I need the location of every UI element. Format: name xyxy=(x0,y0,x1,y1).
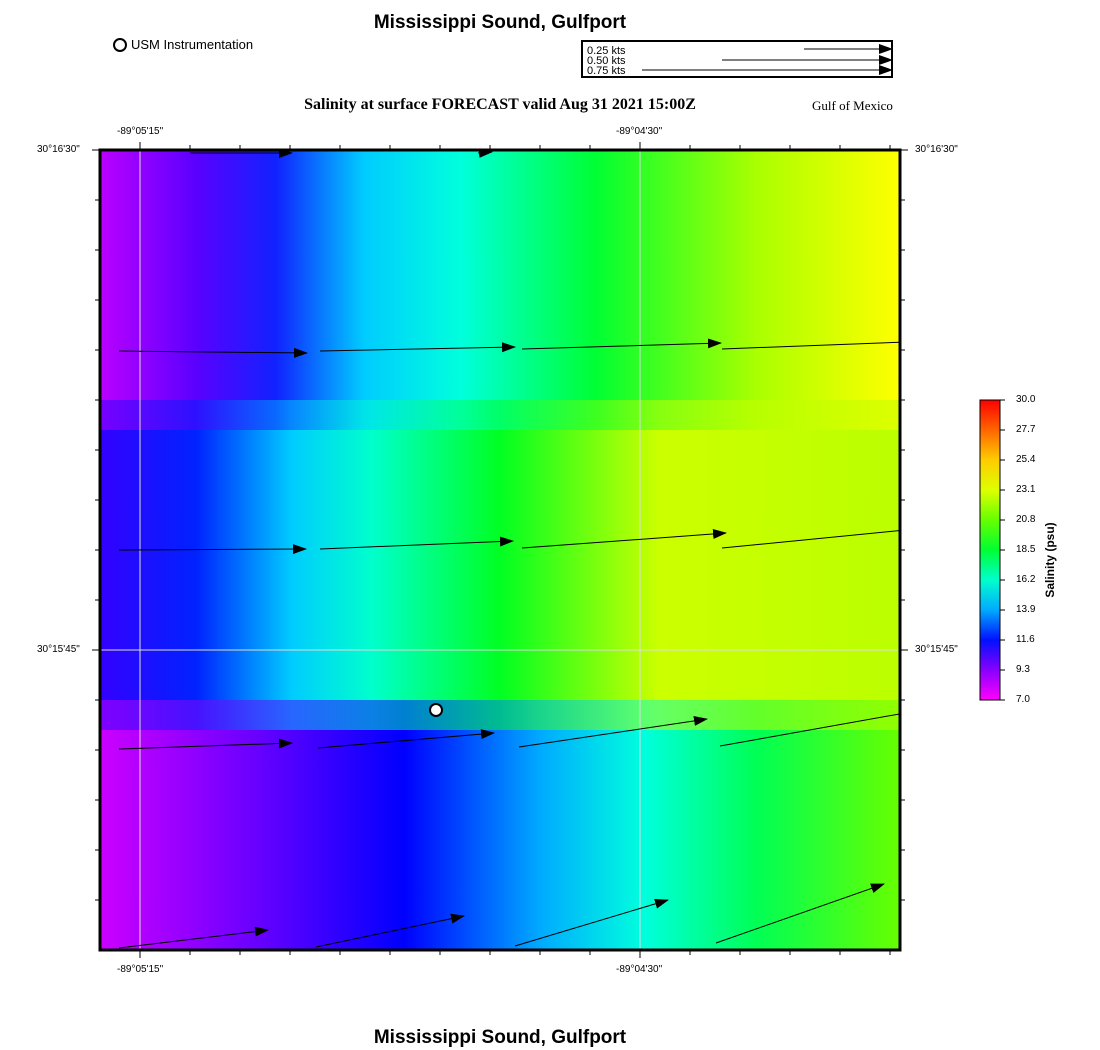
salinity-colorbar xyxy=(980,400,1005,700)
salinity-field xyxy=(100,150,905,950)
top-lon-label-0: -89°05'15" xyxy=(117,126,164,137)
colorbar-tick-3: 23.1 xyxy=(1016,484,1036,495)
colorbar-tick-5: 18.5 xyxy=(1016,544,1036,555)
vector-legend-label-2: 0.75 kts xyxy=(587,65,626,77)
svg-text:Salinity (psu): Salinity (psu) xyxy=(1043,522,1057,598)
left-lat-label-0: 30°16'30" xyxy=(37,144,80,155)
colorbar-tick-1: 27.7 xyxy=(1016,424,1036,435)
station-legend-label: USM Instrumentation xyxy=(131,37,254,52)
usm-station-marker[interactable] xyxy=(430,704,442,716)
map-subtitle: Salinity at surface FORECAST valid Aug 31 2021 15:00Z xyxy=(304,96,696,113)
map-title: Mississippi Sound, Gulfport xyxy=(373,12,627,33)
colorbar-tick-2: 25.4 xyxy=(1016,454,1036,465)
footer-title: Mississippi Sound, Gulfport xyxy=(373,1027,627,1048)
top-lon-label-1: -89°04'30" xyxy=(616,126,663,137)
right-lat-label-1: 30°15'45" xyxy=(915,644,958,655)
colorbar-tick-10: 7.0 xyxy=(1016,694,1030,705)
bottom-lon-label-0: -89°05'15" xyxy=(117,964,164,975)
colorbar-tick-8: 11.6 xyxy=(1016,634,1035,645)
vector-legend-label-1: 0.50 kts xyxy=(587,55,626,67)
colorbar-tick-9: 9.3 xyxy=(1016,664,1030,675)
vector-legend-label-0: 0.25 kts xyxy=(587,45,626,57)
colorbar-tick-6: 16.2 xyxy=(1016,574,1036,585)
colorbar-tick-0: 30.0 xyxy=(1016,394,1036,405)
right-lat-label-0: 30°16'30" xyxy=(915,144,958,155)
left-lat-label-1: 30°15'45" xyxy=(37,644,80,655)
vector-legend-arrows xyxy=(642,49,892,70)
colorbar-tick-4: 20.8 xyxy=(1016,514,1036,525)
colorbar-axis-label xyxy=(1039,520,1059,600)
region-label: Gulf of Mexico xyxy=(812,98,893,113)
colorbar-tick-7: 13.9 xyxy=(1016,604,1036,615)
bottom-lon-label-1: -89°04'30" xyxy=(616,964,663,975)
